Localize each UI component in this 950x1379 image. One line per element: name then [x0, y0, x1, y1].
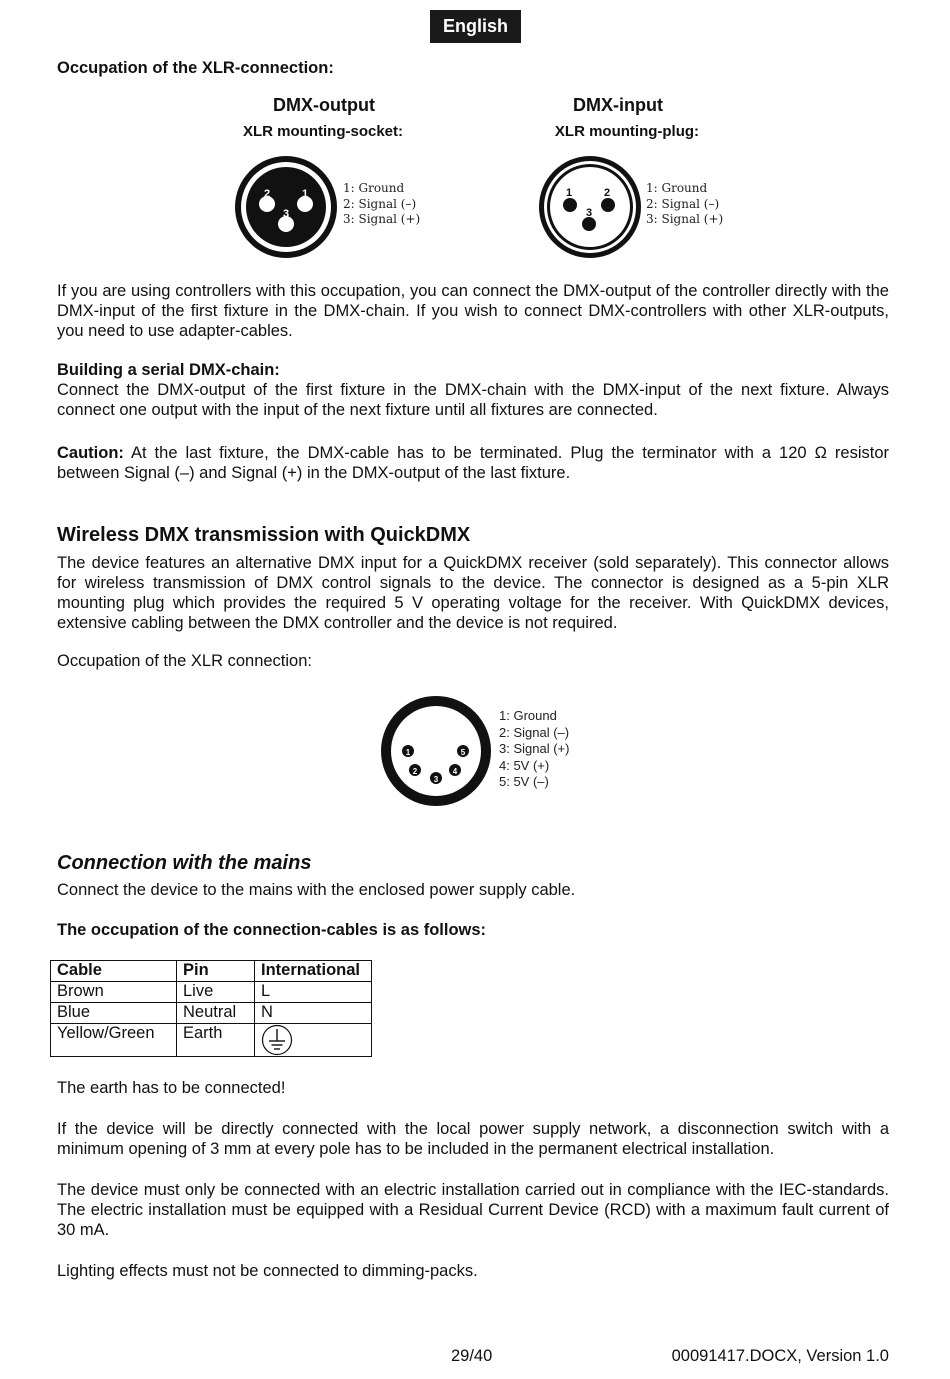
caution-paragraph — [57, 443, 889, 483]
xlr-section-heading: Occupation of the XLR-connection: — [57, 59, 334, 77]
dmx-output-title: DMX-output — [273, 95, 375, 115]
pin-label: 4: 5V (+) — [499, 757, 550, 773]
svg-text:4: 4 — [452, 767, 458, 776]
dmx-input-title: DMX-input — [573, 95, 663, 115]
table-cell: L — [255, 982, 372, 1003]
mains-paragraph-1: If the device will be directly connected with the local power supply network, a disconnection switch with a minimum opening of 3 mm at every pole has to be included in the permanent electrical installation. — [57, 1120, 889, 1158]
svg-text:2: 2 — [603, 187, 611, 199]
pin-label: 3: Signal (+) — [343, 212, 421, 226]
table-cell: N — [255, 1003, 372, 1024]
wireless-text: The device features an alternative DMX input for a QuickDMX receiver (sold separately). This connector allows for wireless transmission of DMX control signals to the device. The connector is designed as a 5-pin XLR mounting plug which provides the required 5 V operating voltage for the receiver. With QuickDMX devices, extensive cabling between the DMX controller and the device is not required. — [57, 554, 889, 632]
cable-table — [50, 960, 372, 1057]
page-number: 29/40 — [451, 1347, 493, 1365]
table-cell: Blue — [51, 1003, 177, 1024]
svg-text:1: 1 — [405, 748, 411, 757]
serial-chain-text: Connect the DMX-output of the first fixture in the DMX-chain with the DMX-input of the next fixture. Always connect one output with the input of the next fixture until all fixtures are connected. — [57, 381, 889, 419]
earth-ground-icon — [261, 1024, 293, 1056]
xlr-plug-icon — [537, 154, 643, 260]
table-row — [51, 1024, 372, 1057]
dmx-output-pin-list — [343, 181, 420, 228]
svg-text:2: 2 — [263, 188, 271, 200]
dmx-input-pin-list — [646, 181, 723, 228]
mains-table-heading: The occupation of the connection-cables is as follows: — [57, 921, 487, 939]
document-version: 00091417.DOCX, Version 1.0 — [671, 1347, 889, 1365]
svg-text:1: 1 — [565, 187, 573, 199]
mains-text: Connect the device to the mains with the enclosed power supply cable. — [57, 881, 576, 899]
earth-note: The earth has to be connected! — [57, 1079, 286, 1097]
pin-label: 2: Signal (–) — [343, 196, 417, 211]
pin-label: 2: Signal (–) — [499, 724, 570, 740]
table-cell — [255, 1024, 372, 1057]
table-row — [51, 1003, 372, 1024]
wireless-occupation-label: Occupation of the XLR connection: — [57, 652, 312, 670]
svg-text:3: 3 — [585, 207, 593, 219]
caution-text: At the last fixture, the DMX-cable has to be terminated. Plug the terminator with a 120 Ω resistor between Signal (–) and Signal (+) in the DMX-output of the last fixture. — [57, 444, 889, 482]
language-badge: English — [430, 10, 521, 43]
wireless-heading: Wireless DMX transmission with QuickDMX — [57, 524, 471, 546]
dmx-output-subtitle: XLR mounting-socket: — [243, 123, 403, 140]
svg-text:5: 5 — [460, 748, 466, 757]
serial-chain-heading: Building a serial DMX-chain: — [57, 361, 280, 379]
table-cell: Earth — [177, 1024, 255, 1057]
pin-label: 1: Ground — [499, 708, 557, 723]
mains-heading: Connection with the mains — [57, 852, 312, 874]
column-header: Pin — [177, 961, 255, 982]
table-cell: Yellow/Green — [51, 1024, 177, 1057]
pin-label: 2: Signal (–) — [646, 196, 720, 211]
pin-label: 3: Signal (+) — [499, 741, 570, 756]
xlr-5pin-icon — [380, 695, 492, 807]
xlr-paragraph: If you are using controllers with this occupation, you can connect the DMX-output of the controller directly with the DMX-input of the first fixture in the DMX-chain. If you wish to connect DMX-controllers with other XLR-outputs, you need to use adapter-cables. — [57, 282, 889, 340]
mains-paragraph-3: Lighting effects must not be connected to dimming-packs. — [57, 1262, 478, 1280]
pin-label: 5: 5V (–) — [499, 774, 549, 789]
pin-label: 1: Ground — [646, 181, 708, 195]
svg-text:2: 2 — [412, 767, 418, 776]
table-cell: Brown — [51, 982, 177, 1003]
mains-paragraph-2: The device must only be connected with an electric installation carried out in compliance with the IEC-standards. The electric installation must be equipped with a Residual Current Device (RCD) with a maximum fault current of 30 mA. — [57, 1181, 889, 1239]
pin-label: 1: Ground — [343, 181, 405, 195]
svg-text:1: 1 — [301, 188, 309, 200]
table-cell: Neutral — [177, 1003, 255, 1024]
svg-text:3: 3 — [433, 775, 439, 784]
xlr-socket-icon — [233, 154, 339, 260]
svg-text:3: 3 — [282, 208, 290, 220]
pin-label: 3: Signal (+) — [646, 212, 724, 226]
column-header: Cable — [51, 961, 177, 982]
xlr-5pin-list — [499, 708, 569, 791]
column-header: International — [255, 961, 372, 982]
table-header-row — [51, 961, 372, 982]
table-row — [51, 982, 372, 1003]
table-cell: Live — [177, 982, 255, 1003]
caution-label: Caution: — [57, 444, 124, 462]
dmx-input-subtitle: XLR mounting-plug: — [554, 123, 700, 140]
